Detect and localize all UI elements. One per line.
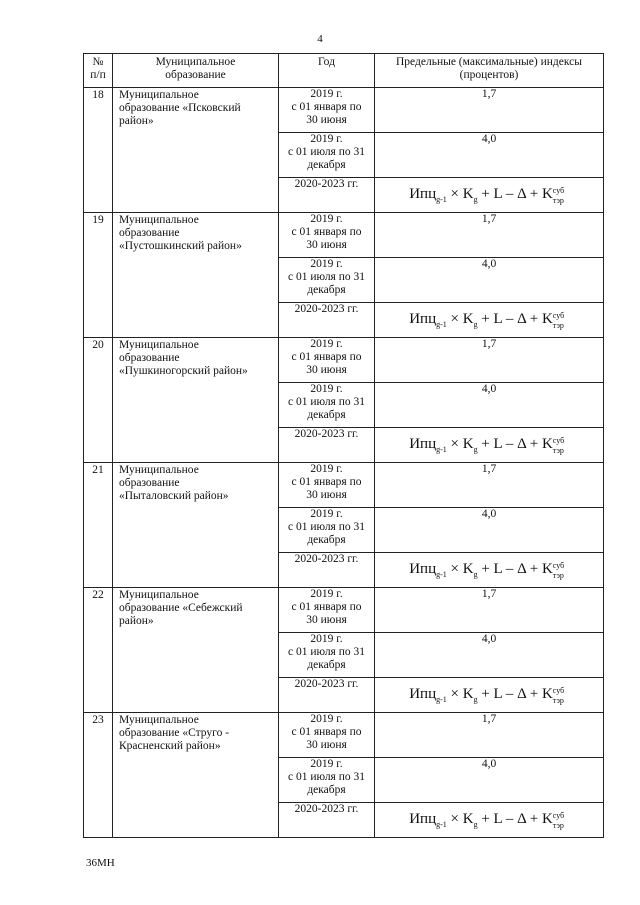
row-number: 22 [84, 588, 113, 713]
table-row [84, 713, 604, 758]
table-header-row [84, 54, 604, 88]
index-formula: $Ипц_{g-1} \times K_g + L - \Delta + K$ суб тэр [409, 810, 565, 830]
index-formula: $Ипц_{g-1} \times K_g + L - \Delta + K$ суб тэр [409, 435, 565, 455]
period-2020-2023: 2020-2023 гг. [279, 178, 375, 213]
period-2020-2023: 2020-2023 гг. [279, 303, 375, 338]
index-formula-cell [375, 178, 604, 213]
table-row [84, 213, 604, 258]
period-first-half-2019: 2019 г. с 01 января по 30 июня [279, 713, 375, 758]
period-first-half-2019: 2019 г. с 01 января по 30 июня [279, 88, 375, 133]
index-formula-cell [375, 553, 604, 588]
index-formula: $Ипц_{g-1} \times K_g + L - \Delta + K$ суб тэр [409, 185, 565, 205]
header-municipality: Муниципальное образование [113, 54, 279, 88]
footer-code: 36МН [86, 857, 115, 869]
period-first-half-2019: 2019 г. с 01 января по 30 июня [279, 338, 375, 383]
index-value: 1,7 [375, 88, 604, 133]
municipality-name: Муниципальное образование «Себежский район» [113, 588, 279, 713]
index-formula-cell [375, 428, 604, 463]
index-formula-cell [375, 678, 604, 713]
index-value: 4,0 [375, 383, 604, 428]
municipality-name: Муниципальное образование «Пустошкинский район» [113, 213, 279, 338]
municipality-name: Муниципальное образование «Пыталовский район» [113, 463, 279, 588]
municipality-name: Муниципальное образование «Струго - Красненский район» [113, 713, 279, 838]
table-row [84, 588, 604, 633]
index-value: 1,7 [375, 463, 604, 508]
index-value: 4,0 [375, 133, 604, 178]
index-value: 4,0 [375, 258, 604, 303]
index-formula: $Ипц_{g-1} \times K_g + L - \Delta + K$ суб тэр [409, 560, 565, 580]
header-index: Предельные (максимальные) индексы (процентов) [375, 54, 604, 88]
period-second-half-2019: 2019 г. с 01 июля по 31 декабря [279, 508, 375, 553]
period-2020-2023: 2020-2023 гг. [279, 678, 375, 713]
index-value: 4,0 [375, 633, 604, 678]
index-value: 4,0 [375, 508, 604, 553]
index-formula: $Ипц_{g-1} \times K_g + L - \Delta + K$ суб тэр [409, 685, 565, 705]
period-second-half-2019: 2019 г. с 01 июля по 31 декабря [279, 258, 375, 303]
index-value: 1,7 [375, 588, 604, 633]
index-value: 1,7 [375, 338, 604, 383]
table-row [84, 338, 604, 383]
index-formula: $Ипц_{g-1} \times K_g + L - \Delta + K$ суб тэр [409, 310, 565, 330]
header-year: Год [279, 54, 375, 88]
indices-table [83, 53, 604, 838]
index-value: 4,0 [375, 758, 604, 803]
index-formula-cell [375, 303, 604, 338]
municipality-name: Муниципальное образование «Пушкиногорский район» [113, 338, 279, 463]
table-row [84, 88, 604, 133]
period-second-half-2019: 2019 г. с 01 июля по 31 декабря [279, 633, 375, 678]
period-second-half-2019: 2019 г. с 01 июля по 31 декабря [279, 383, 375, 428]
index-formula-cell [375, 803, 604, 838]
table-row [84, 463, 604, 508]
period-first-half-2019: 2019 г. с 01 января по 30 июня [279, 213, 375, 258]
row-number: 21 [84, 463, 113, 588]
header-num: № п/п [84, 54, 113, 88]
index-value: 1,7 [375, 213, 604, 258]
period-second-half-2019: 2019 г. с 01 июля по 31 декабря [279, 133, 375, 178]
row-number: 20 [84, 338, 113, 463]
period-first-half-2019: 2019 г. с 01 января по 30 июня [279, 463, 375, 508]
index-value: 1,7 [375, 713, 604, 758]
period-2020-2023: 2020-2023 гг. [279, 428, 375, 463]
row-number: 18 [84, 88, 113, 213]
row-number: 19 [84, 213, 113, 338]
page-number: 4 [317, 33, 323, 45]
period-2020-2023: 2020-2023 гг. [279, 553, 375, 588]
municipality-name: Муниципальное образование «Псковский район» [113, 88, 279, 213]
period-2020-2023: 2020-2023 гг. [279, 803, 375, 838]
period-second-half-2019: 2019 г. с 01 июля по 31 декабря [279, 758, 375, 803]
period-first-half-2019: 2019 г. с 01 января по 30 июня [279, 588, 375, 633]
row-number: 23 [84, 713, 113, 838]
